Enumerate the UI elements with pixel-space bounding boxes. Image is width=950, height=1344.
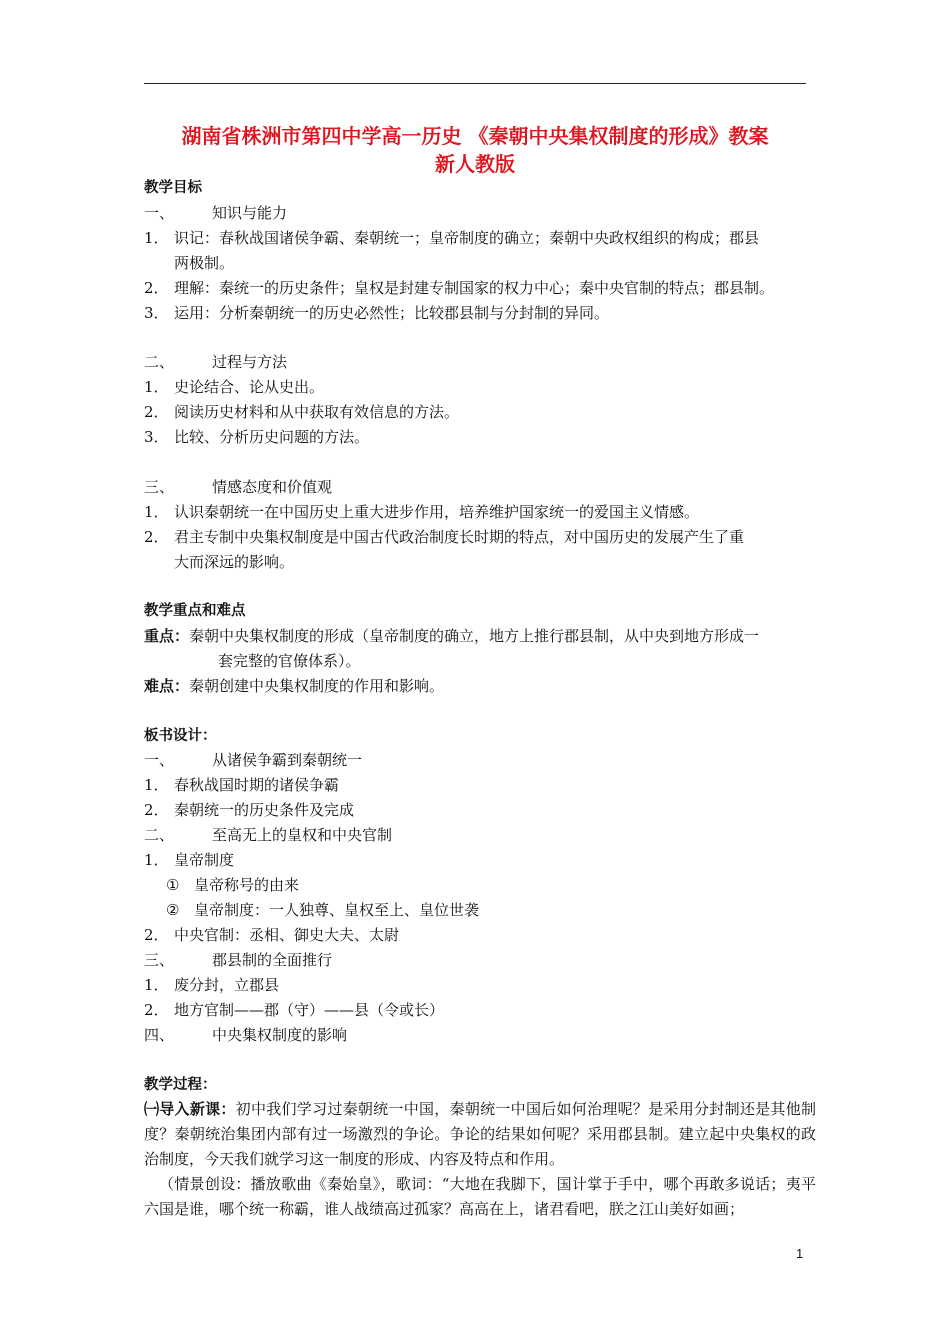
list-item: 1． 认识秦朝统一在中国历史上重大进步作用，培养维护国家统一的爱国主义情感。 bbox=[144, 503, 700, 521]
key-point-label: 重点： bbox=[144, 627, 190, 645]
list-item-continuation: 两极制。 bbox=[174, 254, 235, 272]
section-label: 知识与能力 bbox=[212, 204, 288, 222]
board-line: ② 皇帝制度：一人独尊、皇权至上、皇位世袭 bbox=[166, 901, 480, 919]
list-item: 3． 运用：分析秦朝统一的历史必然性；比较郡县制与分封制的异同。 bbox=[144, 304, 610, 322]
page-number: 1 bbox=[796, 1246, 804, 1261]
list-item: 3． 比较、分析历史问题的方法。 bbox=[144, 428, 370, 446]
document-title-line2: 新人教版 bbox=[435, 152, 515, 176]
board-line: 1． 废分封，立郡县 bbox=[144, 976, 280, 994]
board-line: 四、 中央集权制度的影响 bbox=[144, 1026, 348, 1044]
board-line: ① 皇帝称号的由来 bbox=[166, 876, 300, 894]
board-line: 2． 秦朝统一的历史条件及完成 bbox=[144, 801, 355, 819]
document-title-line1: 湖南省株洲市第四中学高一历史 《秦朝中央集权制度的形成》教案 bbox=[181, 124, 769, 148]
goals-section-1: 一、 知识与能力 bbox=[144, 204, 288, 222]
board-line: 一、 从诸侯争霸到秦朝统一 bbox=[144, 751, 363, 769]
board-line: 2． 中央官制：丞相、御史大夫、太尉 bbox=[144, 926, 400, 944]
board-line: 1． 皇帝制度 bbox=[144, 851, 235, 869]
key-point-continuation: 套完整的官僚体系）。 bbox=[218, 652, 361, 670]
list-item: 2． 君主专制中央集权制度是中国古代政治制度长时期的特点，对中国历史的发展产生了重 bbox=[144, 528, 745, 546]
intro-label: ㈠导入新课： bbox=[144, 1100, 236, 1118]
list-item: 1． 史论结合、论从史出。 bbox=[144, 378, 325, 396]
difficult-point-label: 难点： bbox=[144, 677, 190, 695]
list-item: 1． 识记：春秋战国诸侯争霸、秦朝统一；皇帝制度的确立；秦朝中央政权组织的构成；郡县 bbox=[144, 229, 760, 247]
section-label: 过程与方法 bbox=[212, 353, 288, 371]
board-line: 二、 至高无上的皇权和中央官制 bbox=[144, 826, 393, 844]
goals-section-2: 二、 过程与方法 bbox=[144, 353, 288, 371]
board-line: 2． 地方官制——郡（守）——县（令或长） bbox=[144, 1001, 445, 1019]
section-label: 情感态度和价值观 bbox=[212, 478, 333, 496]
difficult-point: 难点：秦朝创建中央集权制度的作用和影响。 bbox=[144, 677, 445, 695]
board-heading: 板书设计： bbox=[144, 728, 217, 744]
scene-paragraph: （情景创设：播放歌曲《秦始皇》，歌词：“大地在我脚下，国计掌于手中，哪个再敢多说话；夷平六国是谁，哪个统一称霸，谁人战绩高过孤家？高高在上，诸君看吧，朕之江山美好如画； bbox=[144, 1175, 816, 1218]
list-item: 2． 理解：秦统一的历史条件；皇权是封建专制国家的权力中心；秦中央官制的特点；郡县制。 bbox=[144, 279, 775, 297]
intro-paragraph: ㈠导入新课：初中我们学习过秦朝统一中国，秦朝统一中国后如何治理呢？是采用分封制还是其他制度？秦朝统治集团内部有过一场激烈的争论。争论的结果如何呢？采用郡县制。建立起中央集权的政治制度，今天我们就学习这一制度的形成、内容及特点和作用。 bbox=[144, 1100, 816, 1168]
key-point: 重点：秦朝中央集权制度的形成（皇帝制度的确立，地方上推行郡县制，从中央到地方形成一 bbox=[144, 627, 760, 645]
list-item-continuation: 大而深远的影响。 bbox=[174, 553, 295, 571]
board-line: 1． 春秋战国时期的诸侯争霸 bbox=[144, 776, 340, 794]
process-heading: 教学过程： bbox=[144, 1077, 217, 1093]
list-item: 2． 阅读历史材料和从中获取有效信息的方法。 bbox=[144, 403, 460, 421]
goals-heading: 教学目标 bbox=[144, 180, 202, 196]
goals-section-3: 三、 情感态度和价值观 bbox=[144, 478, 333, 496]
keypoints-heading: 教学重点和难点 bbox=[144, 603, 246, 619]
header-rule bbox=[144, 83, 806, 84]
board-line: 三、 郡县制的全面推行 bbox=[144, 951, 333, 969]
